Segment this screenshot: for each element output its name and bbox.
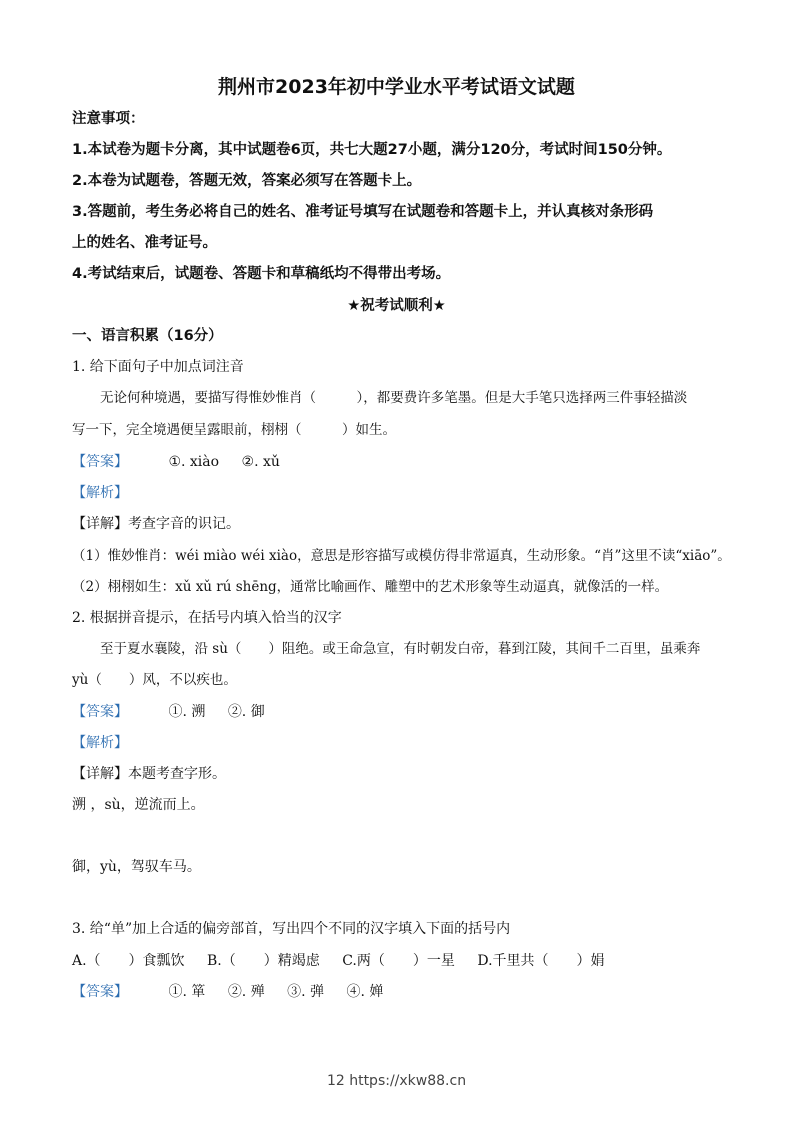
- notice-item-3-cont: 上的姓名、准考证号。: [72, 235, 217, 251]
- notice-item-1: 1.本试卷为题卡分离，其中试题卷6页，共七大题27小题，满分120分，考试时间150分钟。: [72, 142, 672, 158]
- q2-answer: [72, 703, 265, 721]
- q2-analysis-tag: 【解析】: [72, 735, 128, 751]
- notice-item-2: 2.本卷为试题卷，答题无效，答案必须写在答题卡上。: [72, 173, 422, 189]
- q2-detail: 【详解】本题考查字形。: [72, 766, 226, 782]
- q3-answer-1: ①. 箪: [168, 984, 206, 1000]
- q2-passage-line1: 至于夏水襄陵，沿 sù（ ）阻绝。或王命急宣，有时朝发白帝，暮到江陵，其间千二百里，虽乘奔: [100, 641, 701, 657]
- q1-note-1: （1）惟妙惟肖：wéi miào wéi xiào，意思是形容描写或模仿得非常逼真，生动形象。“肖”这里不读“xiāo”。: [72, 548, 731, 564]
- q1-passage-line1: 无论何种境遇，要描写得惟妙惟肖（ ），都要费许多笔墨。但是大手笔只选择两三件事轻描淡: [100, 390, 688, 406]
- answer-tag: 【答案】: [72, 704, 128, 720]
- answer-tag: 【答案】: [72, 984, 128, 1000]
- q1-answer-2: ②. xǔ: [241, 454, 280, 470]
- q3-option-b: B.（ ）精竭虑: [207, 953, 320, 969]
- q2-answer-1: ①. 溯: [168, 704, 206, 720]
- q3-option-a: A.（ ）食瓢饮: [72, 953, 185, 969]
- q3-option-d: D.千里共（ ）娟: [477, 953, 605, 969]
- q2-answer-2: ②. 御: [227, 704, 265, 720]
- q3-prompt: 3. 给“单”加上合适的偏旁部首，写出四个不同的汉字填入下面的括号内: [72, 921, 511, 937]
- answer-tag: 【答案】: [72, 454, 128, 470]
- exam-wish: ★祝考试顺利★: [347, 298, 446, 314]
- q2-passage-line2: yù（ ）风，不以疾也。: [72, 672, 237, 688]
- q3-answer: [72, 983, 383, 1001]
- q2-prompt: 2. 根据拼音提示，在括号内填入恰当的汉字: [72, 610, 342, 626]
- q3-options: [72, 952, 605, 970]
- q3-option-c: C.两（ ）一星: [342, 953, 455, 969]
- page-footer: 12 https://xkw88.cn: [326, 1073, 467, 1089]
- section-heading: 一、语言积累（16分）: [72, 328, 223, 344]
- q3-answer-3: ③. 弹: [287, 984, 325, 1000]
- q2-note-1: 溯 ，sù，逆流而上。: [72, 797, 205, 813]
- q1-detail: 【详解】考查字音的识记。: [72, 516, 240, 532]
- notice-item-3: 3.答题前，考生务必将自己的姓名、准考证号填写在试题卷和答题卡上，并认真核对条形码: [72, 204, 654, 220]
- q1-passage-line2: 写一下，完全境遇便呈露眼前，栩栩（ ）如生。: [72, 422, 396, 438]
- q1-analysis-tag: 【解析】: [72, 485, 128, 501]
- page-title: 荆州市2023年初中学业水平考试语文试题: [218, 76, 575, 98]
- q2-note-2: 御，yù，驾驭车马。: [72, 859, 201, 875]
- notice-item-4: 4.考试结束后，试题卷、答题卡和草稿纸均不得带出考场。: [72, 266, 451, 282]
- q1-note-2: （2）栩栩如生：xǔ xǔ rú shēng，通常比喻画作、雕塑中的艺术形象等生动逼真，就像活的一样。: [72, 579, 669, 595]
- q3-answer-2: ②. 殚: [227, 984, 265, 1000]
- q3-answer-4: ④. 婵: [346, 984, 384, 1000]
- q1-answer: [72, 453, 280, 471]
- q1-prompt: 1. 给下面句子中加点词注音: [72, 359, 244, 375]
- q1-answer-1: ①. xiào: [168, 454, 220, 470]
- notice-heading: 注意事项：: [72, 111, 145, 127]
